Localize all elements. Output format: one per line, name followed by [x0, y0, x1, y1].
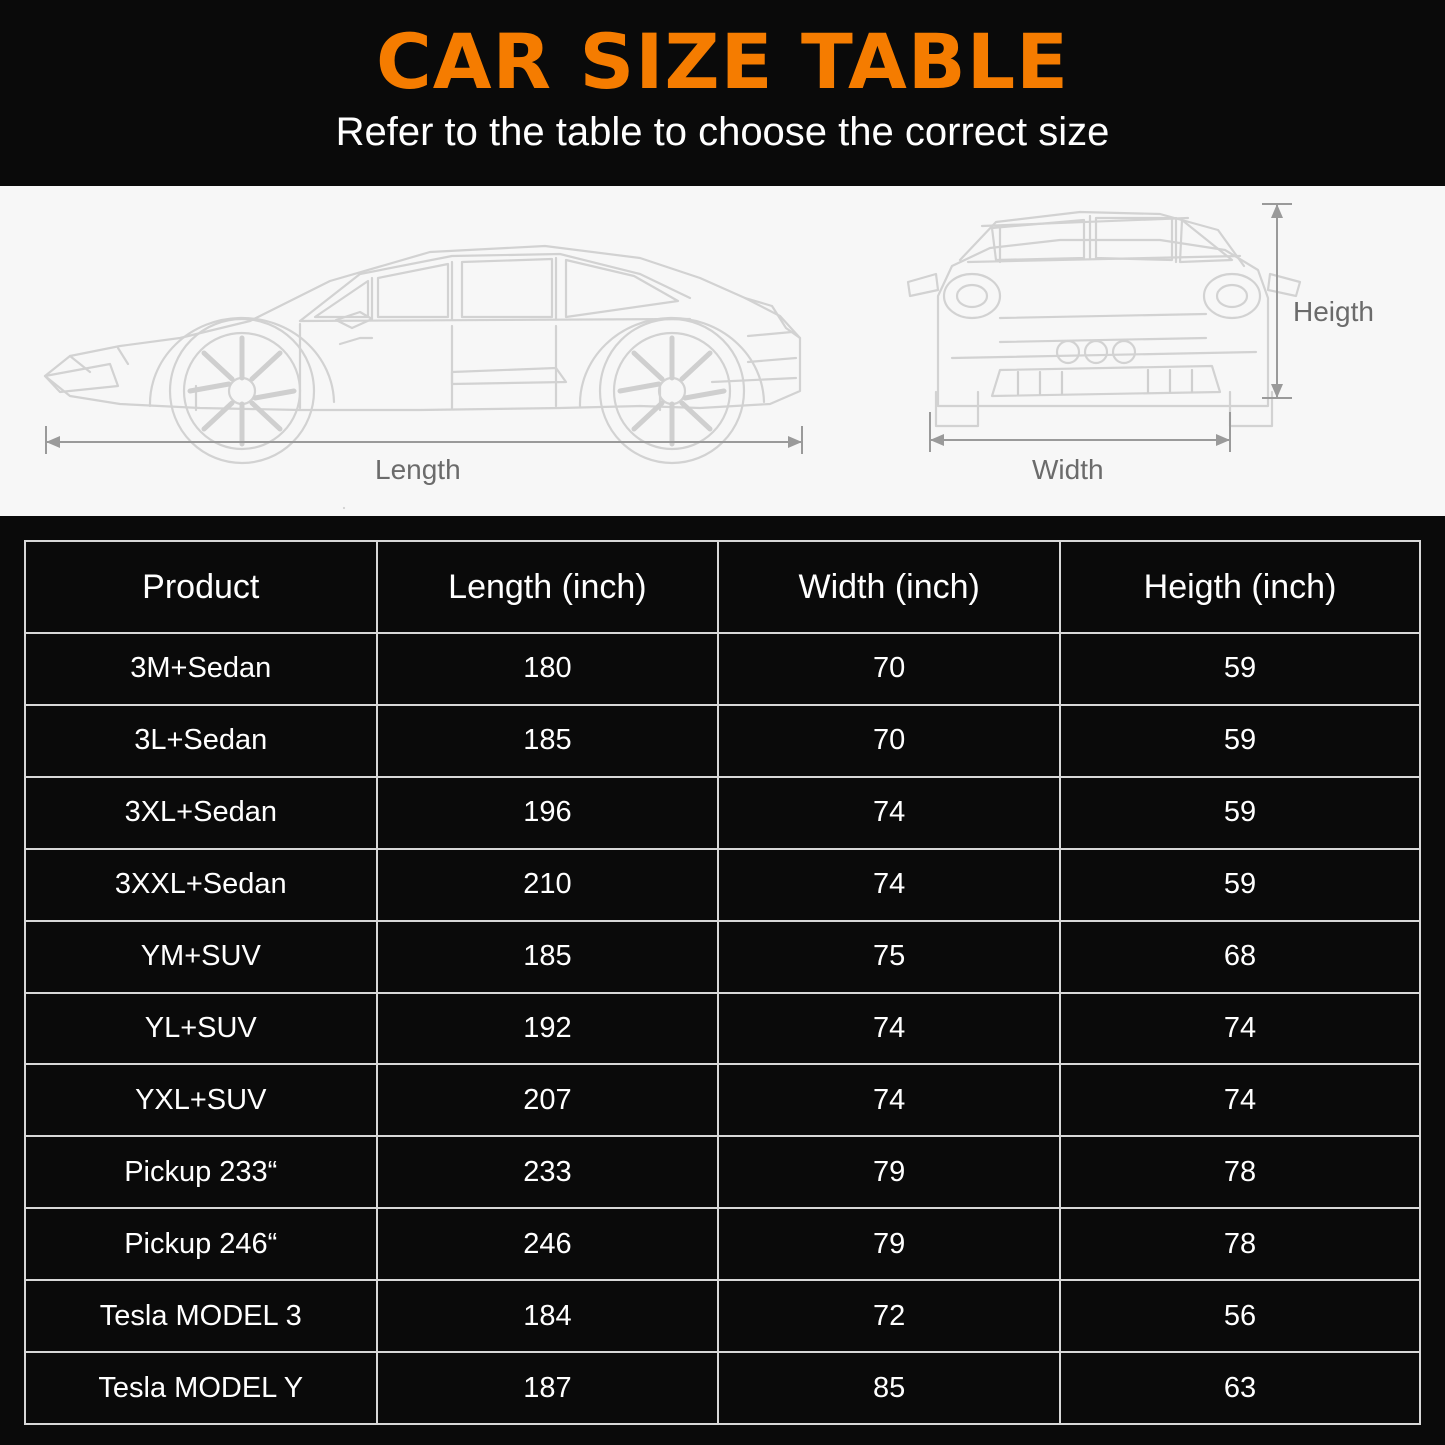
size-table	[24, 540, 1421, 1425]
cell-height: 68	[1060, 921, 1420, 993]
width-dimension-line	[930, 412, 1230, 452]
cell-product: YM+SUV	[25, 921, 377, 993]
column-header-height: Heigth (inch)	[1060, 541, 1420, 633]
cell-length: 184	[377, 1280, 719, 1352]
cell-length: 207	[377, 1064, 719, 1136]
dimension-diagram	[0, 186, 1445, 516]
page-subtitle: Refer to the table to choose the correct size	[335, 109, 1110, 154]
table-row	[25, 993, 1420, 1065]
cell-width: 74	[718, 993, 1060, 1065]
table-row	[25, 1064, 1420, 1136]
cell-product: Pickup 233“	[25, 1136, 377, 1208]
cell-length: 196	[377, 777, 719, 849]
cell-width: 85	[718, 1352, 1060, 1424]
cell-height: 74	[1060, 1064, 1420, 1136]
cell-product: Tesla MODEL 3	[25, 1280, 377, 1352]
table-row	[25, 633, 1420, 705]
table-row	[25, 777, 1420, 849]
cell-height: 59	[1060, 849, 1420, 921]
cell-height: 59	[1060, 705, 1420, 777]
height-dimension-line	[1262, 204, 1292, 398]
size-table-container	[0, 516, 1445, 1445]
cell-width: 70	[718, 633, 1060, 705]
table-row	[25, 849, 1420, 921]
table-row	[25, 1280, 1420, 1352]
header	[0, 0, 1445, 186]
column-header-length: Length (inch)	[377, 541, 719, 633]
table-row	[25, 1136, 1420, 1208]
cell-product: 3XL+Sedan	[25, 777, 377, 849]
table-row	[25, 1352, 1420, 1424]
cell-length: 246	[377, 1208, 719, 1280]
table-row	[25, 1208, 1420, 1280]
length-dimension-line	[46, 426, 802, 454]
cell-product: Tesla MODEL Y	[25, 1352, 377, 1424]
cell-height: 74	[1060, 993, 1420, 1065]
table-header-row	[25, 541, 1420, 633]
width-label: Width	[1032, 454, 1104, 485]
cell-length: 185	[377, 705, 719, 777]
height-label: Heigth	[1293, 296, 1374, 327]
cell-width: 79	[718, 1208, 1060, 1280]
cell-height: 59	[1060, 777, 1420, 849]
cell-width: 75	[718, 921, 1060, 993]
cell-length: 210	[377, 849, 719, 921]
page-title: CAR SIZE TABLE	[375, 17, 1070, 106]
cell-product: 3M+Sedan	[25, 633, 377, 705]
cell-height: 63	[1060, 1352, 1420, 1424]
column-header-product: Product	[25, 541, 377, 633]
cell-length: 180	[377, 633, 719, 705]
cell-width: 74	[718, 1064, 1060, 1136]
cell-width: 79	[718, 1136, 1060, 1208]
cell-width: 70	[718, 705, 1060, 777]
cell-product: YXL+SUV	[25, 1064, 377, 1136]
cell-product: Pickup 246“	[25, 1208, 377, 1280]
cell-product: 3L+Sedan	[25, 705, 377, 777]
column-header-width: Width (inch)	[718, 541, 1060, 633]
length-label: Length	[375, 454, 461, 485]
cell-width: 74	[718, 849, 1060, 921]
cell-width: 72	[718, 1280, 1060, 1352]
diagram-svg	[0, 186, 1445, 516]
sports-car-rear-view-icon	[908, 212, 1300, 426]
cell-height: 56	[1060, 1280, 1420, 1352]
table-row	[25, 705, 1420, 777]
cell-height: 59	[1060, 633, 1420, 705]
cell-length: 192	[377, 993, 719, 1065]
cell-length: 233	[377, 1136, 719, 1208]
cell-height: 78	[1060, 1136, 1420, 1208]
cell-height: 78	[1060, 1208, 1420, 1280]
cell-product: 3XXL+Sedan	[25, 849, 377, 921]
cell-width: 74	[718, 777, 1060, 849]
table-row	[25, 921, 1420, 993]
cell-length: 185	[377, 921, 719, 993]
cell-length: 187	[377, 1352, 719, 1424]
cell-product: YL+SUV	[25, 993, 377, 1065]
